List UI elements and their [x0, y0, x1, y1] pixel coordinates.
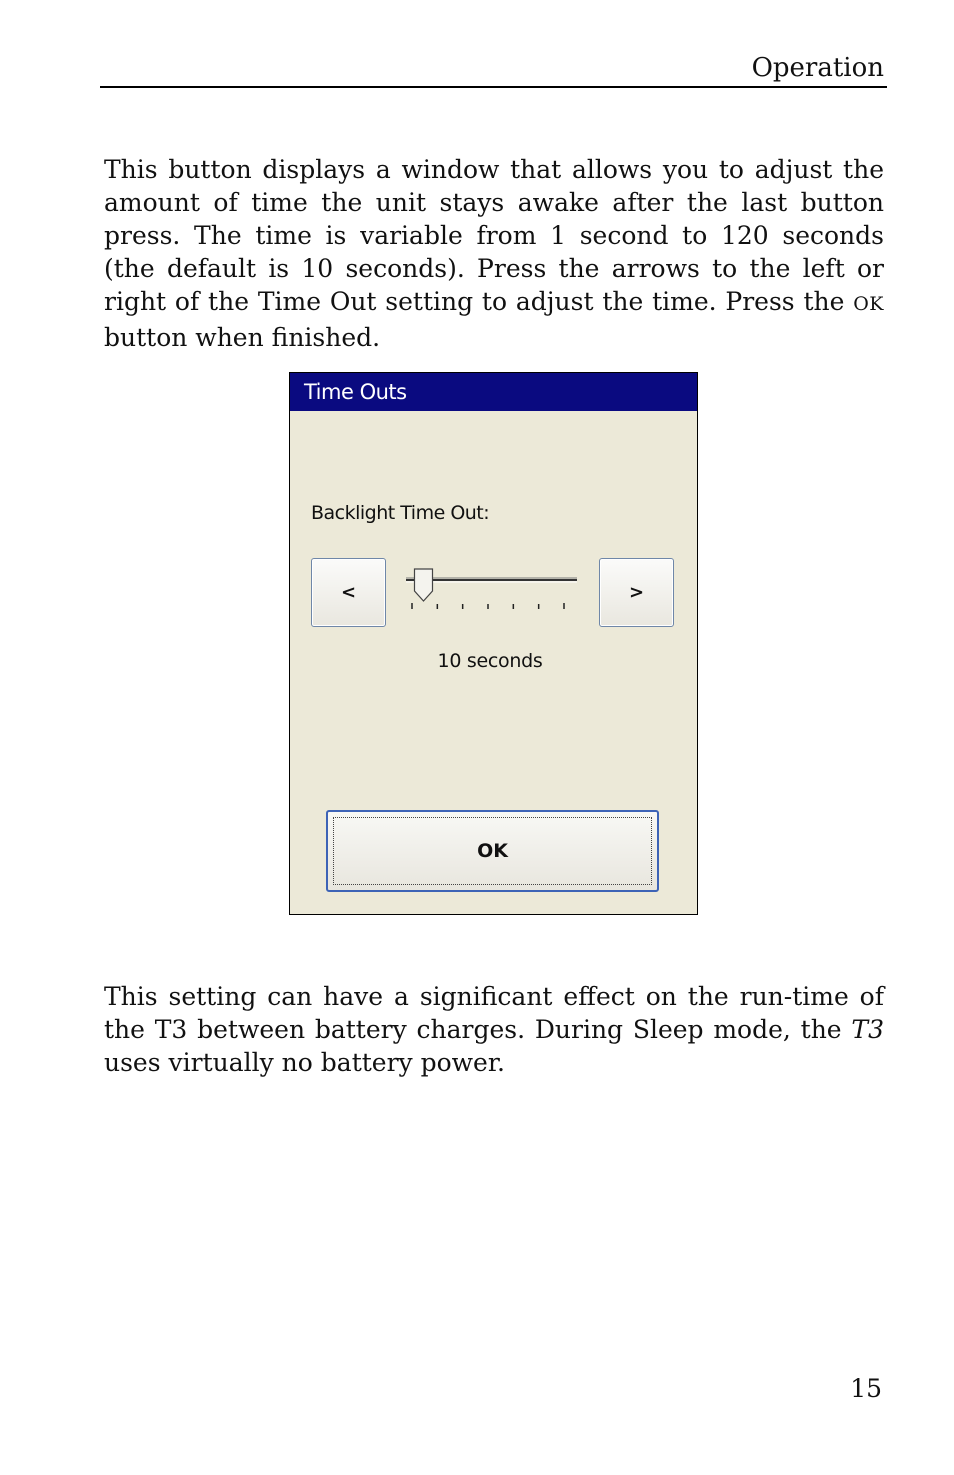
page-number: 15 [850, 1374, 882, 1403]
timeout-value: 10 seconds [437, 650, 543, 672]
slider-graphic [402, 563, 582, 623]
header-rule [100, 86, 887, 88]
battery-text-b: uses virtually no battery power. [104, 1048, 506, 1077]
section-title: Operation [751, 53, 884, 83]
battery-text-a: This setting can have a significant effect on the run-time of the T3 between battery charges. During Sleep mode, the [104, 982, 884, 1044]
ok-reference: OK [853, 293, 884, 315]
dialog-titlebar [290, 373, 697, 411]
ok-button[interactable] [326, 810, 659, 892]
increase-button[interactable]: > [599, 558, 674, 627]
battery-paragraph [104, 980, 884, 1079]
ok-button-label: OK [333, 817, 652, 885]
intro-text-a: This button displays a window that allows you to adjust the amount of time the unit stays awake after the last button press. The time is variable from 1 second to 120 seconds (the default is 10 seconds). Press the arrows to the left or right of the Time Out setting to adjust the time. Press the [104, 155, 884, 316]
dialog-title: Time Outs [304, 380, 407, 404]
time-outs-dialog [289, 372, 698, 915]
t3-italic: T3 [851, 1015, 884, 1044]
backlight-timeout-label: Backlight Time Out: [311, 502, 490, 524]
timeout-slider[interactable] [402, 563, 582, 623]
slider-thumb[interactable] [414, 569, 432, 601]
intro-paragraph [104, 153, 884, 354]
slider-ticks [412, 603, 564, 609]
intro-text-b: button when finished. [104, 323, 381, 352]
decrease-button[interactable]: < [311, 558, 386, 627]
